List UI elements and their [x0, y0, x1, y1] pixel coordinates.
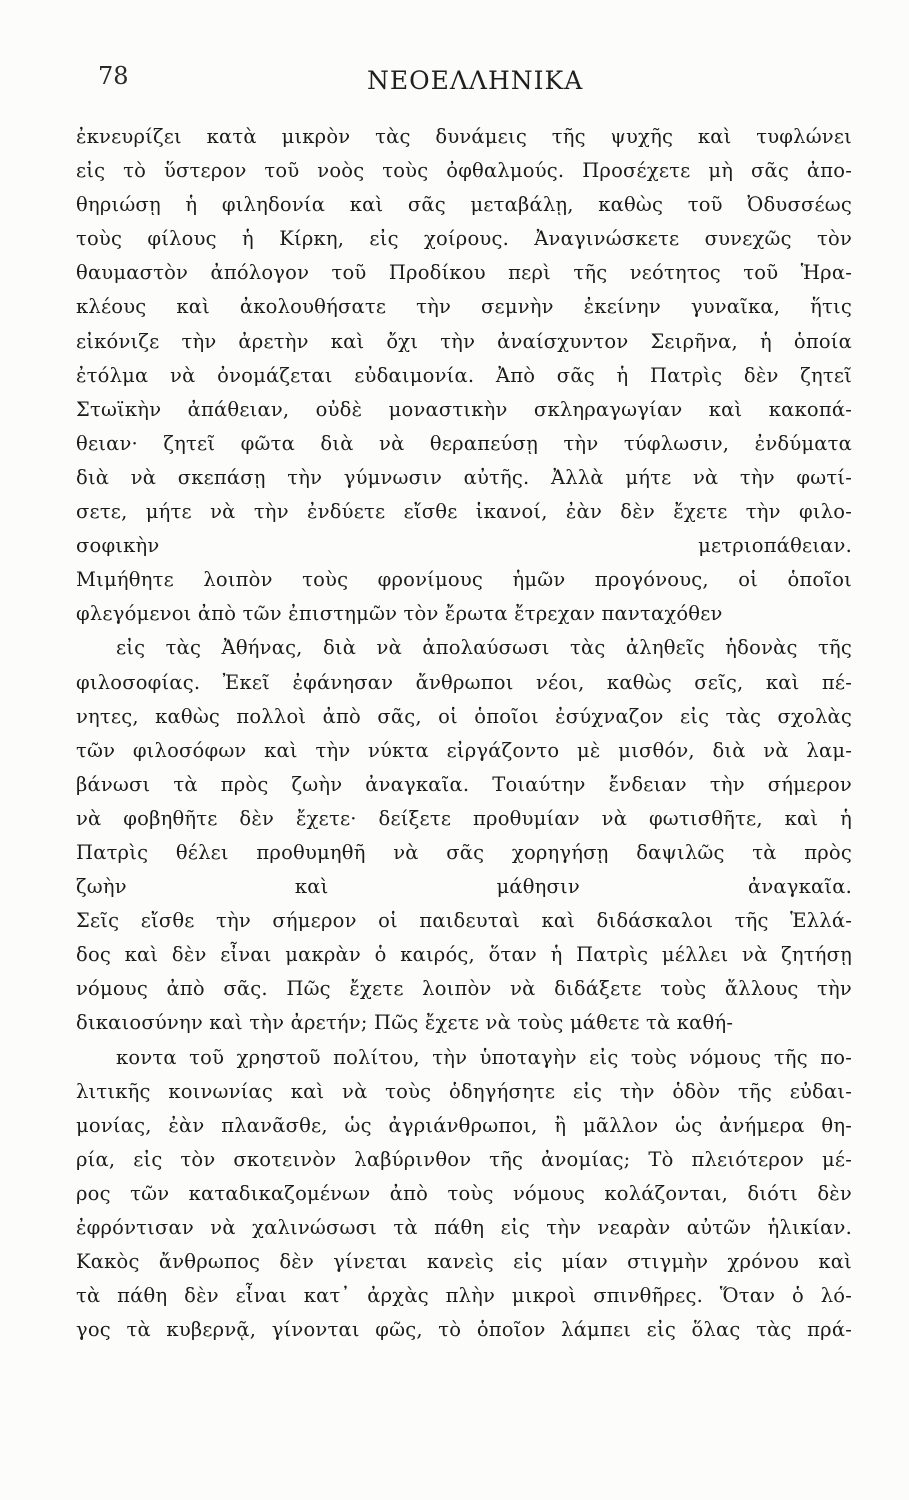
page-number: 78 — [98, 62, 129, 90]
text-line: ἐφρόντισαν νὰ χαλινώσωσι τὰ πάθη εἰς τὴν νεαρὰν αὐτῶν ἡλικίαν. — [76, 1216, 852, 1239]
text-line: φλεγόμενοι ἀπὸ τῶν ἐπιστημῶν τὸν ἔρωτα ἔτρεχαν πανταχόθεν — [76, 602, 723, 626]
text-line: Σεῖς εἴσθε τὴν σήμερον οἱ παιδευταὶ καὶ διδάσκαλοι τῆς Ἑλλά- — [76, 909, 852, 933]
text-line: δος καὶ δὲν εἶναι μακρὰν ὁ καιρός, ὅταν ἡ Πατρὶς μέλλει νὰ ζητήσῃ — [76, 943, 852, 967]
text-line: σετε, μήτε νὰ τὴν ἐνδύετε εἴσθε ἱκανοί, ἐὰν δὲν ἔχετε τὴν φιλο- — [76, 500, 852, 524]
text-line: ἐκνευρίζει κατὰ μικρὸν τὰς δυνάμεις τῆς ψυχῆς καὶ τυφλώνει — [76, 125, 852, 148]
text-line: μονίας, ἐὰν πλανᾶσθε, ὡς ἀγριάνθρωποι, ἢ μᾶλλον ὡς ἀνήμερα θη- — [76, 1113, 852, 1137]
running-head: ΝΕΟΕΛΛΗΝΙΚΑ — [367, 66, 584, 95]
text-line: θηριώσῃ ἡ φιληδονία καὶ σᾶς μεταβάλῃ, καθὼς τοῦ Ὀδυσσέως — [76, 193, 852, 217]
text-line: νὰ φοβηθῆτε δὲν ἔχετε· δείξετε προθυμίαν νὰ φωτισθῆτε, καὶ ἡ — [76, 806, 852, 830]
text-line: σοφικὴν μετριοπάθειαν. — [76, 534, 852, 558]
text-line: κοντα τοῦ χρηστοῦ πολίτου, τὴν ὑποταγὴν εἰς τοὺς νόμους τῆς πο- — [116, 1045, 852, 1069]
text-line: τοὺς φίλους ἡ Κίρκη, εἰς χοίρους. Ἀναγινώσκετε συνεχῶς τὸν — [76, 227, 852, 251]
text-line: ρος τῶν καταδικαζομένων ἀπὸ τοὺς νόμους κολάζονται, διότι δὲν — [76, 1181, 852, 1205]
text-line: γος τὰ κυβερνᾷ, γίνονται φῶς, τὸ ὁποῖον λάμπει εἰς ὅλας τὰς πρά- — [76, 1318, 852, 1342]
text-line: εἰς τὸ ὕστερον τοῦ νοὸς τοὺς ὀφθαλμούς. Προσέχετε μὴ σᾶς ἀπο- — [76, 159, 852, 183]
text-line: θειαν· ζητεῖ φῶτα διὰ νὰ θεραπεύσῃ τὴν τύφλωσιν, ἐνδύματα — [76, 431, 852, 455]
text-line: ρία, εἰς τὸν σκοτεινὸν λαβύρινθον τῆς ἀνομίας; Τὸ πλειότερον μέ- — [76, 1147, 852, 1171]
text-line: νόμους ἀπὸ σᾶς. Πῶς ἔχετε λοιπὸν νὰ διδάξετε τοὺς ἄλλους τὴν — [76, 977, 852, 1001]
text-line: φιλοσοφίας. Ἐκεῖ ἐφάνησαν ἄνθρωποι νέοι, καθὼς σεῖς, καὶ πέ- — [76, 670, 852, 694]
text-line: θαυμαστὸν ἀπόλογον τοῦ Προδίκου περὶ τῆς νεότητος τοῦ Ἡρα- — [76, 261, 852, 285]
text-line: ἐτόλμα νὰ ὀνομάζεται εὐδαιμονία. Ἀπὸ σᾶς ἡ Πατρὶς δὲν ζητεῖ — [76, 363, 852, 387]
text-line: δικαιοσύνην καὶ τὴν ἀρετήν; Πῶς ἔχετε νὰ τοὺς μάθετε τὰ καθή- — [76, 1011, 734, 1035]
text-line: κλέους καὶ ἀκολουθήσατε τὴν σεμνὴν ἐκείνην γυναῖκα, ἥτις — [76, 295, 852, 319]
text-line: τῶν φιλοσόφων καὶ τὴν νύκτα εἰργάζοντο μὲ μισθόν, διὰ νὰ λαμ- — [76, 738, 852, 762]
text-line: εἰς τὰς Ἀθήνας, διὰ νὰ ἀπολαύσωσι τὰς ἀληθεῖς ἡδονὰς τῆς — [116, 636, 852, 660]
text-line: ζωὴν καὶ μάθησιν ἀναγκαῖα. — [76, 875, 852, 899]
text-line: εἰκόνιζε τὴν ἀρετὴν καὶ ὄχι τὴν ἀναίσχυντον Σειρῆνα, ἡ ὁποία — [76, 329, 852, 353]
text-line: τὰ πάθη δὲν εἶναι κατ᾽ ἀρχὰς πλὴν μικροὶ σπινθῆρες. Ὅταν ὁ λό- — [76, 1284, 852, 1308]
text-line: Πατρὶς θέλει προθυμηθῆ νὰ σᾶς χορηγήσῃ δαψιλῶς τὰ πρὸς — [76, 840, 852, 864]
text-line: Στωϊκὴν ἀπάθειαν, οὐδὲ μοναστικὴν σκληραγωγίαν καὶ κακοπά- — [76, 397, 852, 421]
text-line: νητες, καθὼς πολλοὶ ἀπὸ σᾶς, οἱ ὁποῖοι ἐσύχναζον εἰς τὰς σχολὰς — [76, 704, 852, 728]
text-line: βάνωσι τὰ πρὸς ζωὴν ἀναγκαῖα. Τοιαύτην ἔνδειαν τὴν σήμερον — [76, 772, 852, 796]
text-line: Κακὸς ἄνθρωπος δὲν γίνεται κανεὶς εἰς μίαν στιγμὴν χρόνου καὶ — [76, 1250, 852, 1274]
text-line: Μιμήθητε λοιπὸν τοὺς φρονίμους ἡμῶν προγόνους, οἱ ὁποῖοι — [76, 568, 852, 592]
text-line: διὰ νὰ σκεπάσῃ τὴν γύμνωσιν αὐτῆς. Ἀλλὰ μήτε νὰ τὴν φωτί- — [76, 465, 852, 489]
text-line: λιτικῆς κοινωνίας καὶ νὰ τοὺς ὁδηγήσητε εἰς τὴν ὁδὸν τῆς εὐδαι- — [76, 1079, 852, 1103]
body-text — [76, 120, 852, 1347]
